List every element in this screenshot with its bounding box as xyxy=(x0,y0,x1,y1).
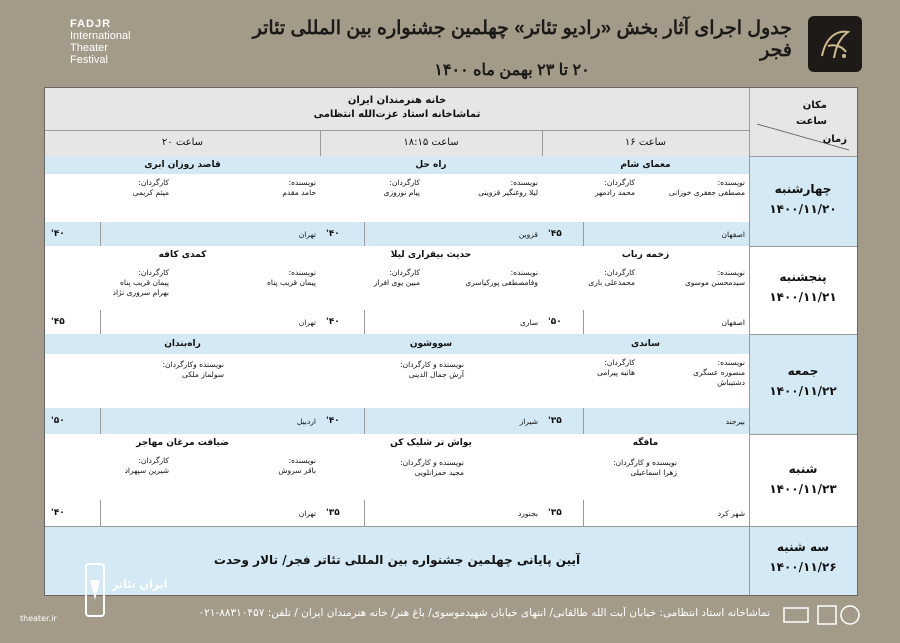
credit-label: نویسنده و کارگردان: xyxy=(400,458,464,467)
day-cell-3 xyxy=(749,334,857,434)
page-title xyxy=(232,18,792,80)
city-divider xyxy=(583,310,584,334)
show-credits xyxy=(320,264,542,310)
city-divider xyxy=(100,500,101,526)
writer-label: نویسنده: xyxy=(717,178,745,187)
day-name: سه شنبه xyxy=(776,540,830,554)
show-title: یواش تر شلیک کن xyxy=(320,434,542,452)
divider xyxy=(45,130,749,131)
show-credits xyxy=(45,264,320,310)
director-name: محمد رادمهر xyxy=(594,188,635,197)
day-name: پنجشنبه xyxy=(779,270,827,284)
schedule-table xyxy=(44,87,858,596)
closing-text: آیین پایانی چهلمین جشنواره بین المللی تئاتر فجر/ تالار وحدت xyxy=(213,553,581,567)
slot-label: ساعت ۱۶ xyxy=(624,137,667,148)
director-name-2: بهرام سروری نژاد xyxy=(112,288,169,297)
show-title: زخمه رباب xyxy=(542,246,749,264)
city: تهران xyxy=(298,509,316,518)
duration: ۴۰' xyxy=(326,416,340,426)
corner-cell xyxy=(749,88,857,156)
duration: ۴۵' xyxy=(51,317,65,327)
show-title: مافگه xyxy=(542,434,749,452)
director-label: کارگردان: xyxy=(604,178,635,187)
writer-name: حامد مقدم xyxy=(282,188,316,197)
credit-name: آرش جمال الدینی xyxy=(408,370,464,379)
day-date: ۱۴۰۰/۱۱/۲۶ xyxy=(769,560,837,574)
iran-theater-label: ایران تئاتر xyxy=(112,578,168,591)
city: اصفهان xyxy=(721,230,745,239)
slot-header-3 xyxy=(45,130,320,156)
writer-name: مصطفی جعفری خوزانی xyxy=(668,188,745,197)
writer-label: نویسنده: xyxy=(717,358,745,367)
writer-label: نویسنده: xyxy=(510,178,538,187)
corner-place: مکان xyxy=(802,100,827,111)
festival-brand xyxy=(70,18,131,66)
director-label: کارگردان: xyxy=(389,268,420,277)
show-city-duration xyxy=(542,310,749,334)
duration: ۴۰' xyxy=(51,229,65,239)
city: تهران xyxy=(298,230,316,239)
director-name: محمدعلی باری xyxy=(588,278,635,287)
duration: ۳۵' xyxy=(326,508,340,518)
director-name: شیرین سپهراد xyxy=(124,466,169,475)
show-title: قاصد روزان ابری xyxy=(45,156,320,174)
duration: ۴۰' xyxy=(326,229,340,239)
city: شهر کرد xyxy=(717,509,745,518)
brand-line-1: FADJR xyxy=(70,18,112,30)
iran-theater-logo-icon xyxy=(78,560,112,620)
show-city-duration xyxy=(320,222,542,246)
show-credits xyxy=(542,264,749,310)
title-line-1: جدول اجرای آثار بخش «رادیو تئاتر» چهلمین جشنواره بین المللی تئاتر فجر xyxy=(252,18,792,61)
day-name: شنبه xyxy=(788,462,818,476)
show-title: حدیث بیقراری لیلا xyxy=(320,246,542,264)
writer-name: لیلا روغنگیر قزوینی xyxy=(478,188,538,197)
city: بجنورد xyxy=(517,509,538,518)
writer-name: پیمان قریب پناه xyxy=(267,278,316,287)
day-cell-4 xyxy=(749,434,857,526)
writer-label: نویسنده: xyxy=(717,268,745,277)
show-title: سووشون xyxy=(320,334,542,354)
show-city-duration xyxy=(320,500,542,526)
duration: ۳۵' xyxy=(548,416,562,426)
writer-name: وفامصطفی پورکیاسری xyxy=(465,278,538,287)
show-credits xyxy=(542,452,749,500)
director-label: کارگردان: xyxy=(138,268,169,277)
festival-logo-icon xyxy=(808,16,862,72)
writer-label: نویسنده: xyxy=(288,456,316,465)
show-title: ضیافت مرغان مهاجر xyxy=(45,434,320,452)
footer-address: تماشاخانه استاد انتظامی: خیابان آیت الله طالقانی/ انتهای خیابان شهیدموسوی/ باغ هنر/ خانه هنرمندان ایران / تلفن: ۸۸۳۱۰۴۵۷-۰۲۱ xyxy=(198,607,770,619)
sponsor-logos-icon xyxy=(780,600,860,630)
city-divider xyxy=(364,222,365,246)
writer-name-2: دشتیباش xyxy=(717,378,745,387)
duration: ۴۵' xyxy=(548,229,562,239)
duration: ۵۰' xyxy=(51,416,65,426)
brand-line-3: Theater xyxy=(70,42,108,54)
show-city-duration xyxy=(542,408,749,434)
city: قزوین xyxy=(518,230,538,239)
city: اصفهان xyxy=(721,318,745,327)
slot-label: ساعت ۲۰ xyxy=(161,137,204,148)
day-name: چهارشنبه xyxy=(774,182,832,196)
site-url: theater.ir xyxy=(20,614,57,623)
duration: ۵۰' xyxy=(548,317,562,327)
writer-name: سیدمحسن موسوی xyxy=(684,278,745,287)
city-divider xyxy=(100,310,101,334)
city-divider xyxy=(364,408,365,434)
divider xyxy=(749,88,750,595)
duration: ۴۰' xyxy=(51,508,65,518)
director-name: مبین یوی افراز xyxy=(373,278,420,287)
show-city-duration xyxy=(320,310,542,334)
show-title: راه حل xyxy=(320,156,542,174)
credit-name: مجید حمزانلویی xyxy=(414,468,464,477)
writer-name: منصوره عسگری xyxy=(693,368,745,377)
credit-label: نویسنده و کارگردان: xyxy=(400,360,464,369)
show-city-duration xyxy=(542,500,749,526)
day-cell-5 xyxy=(749,526,857,595)
director-label: کارگردان: xyxy=(138,178,169,187)
director-label: کارگردان: xyxy=(138,456,169,465)
credit-name: زهرا اسماعیلی xyxy=(630,468,677,477)
show-credits xyxy=(542,354,749,408)
day-date: ۱۴۰۰/۱۱/۲۳ xyxy=(769,482,837,496)
day-date: ۱۴۰۰/۱۱/۲۰ xyxy=(769,202,837,216)
city: بیرجند xyxy=(725,417,745,426)
title-line-2: ۲۰ تا ۲۳ بهمن ماه ۱۴۰۰ xyxy=(434,62,590,79)
corner-time: ساعت xyxy=(795,116,827,127)
day-date: ۱۴۰۰/۱۱/۲۲ xyxy=(769,384,837,398)
show-credits xyxy=(320,174,542,222)
slot-label: ساعت ۱۸:۱۵ xyxy=(403,137,459,148)
city-divider xyxy=(364,500,365,526)
city-divider xyxy=(583,222,584,246)
show-title: راه‌بندان xyxy=(45,334,320,354)
director-label: کارگردان: xyxy=(604,268,635,277)
city: تهران xyxy=(298,318,316,327)
day-cell-1 xyxy=(749,156,857,246)
show-credits xyxy=(542,174,749,222)
show-city-duration xyxy=(45,310,320,334)
show-city-duration xyxy=(45,408,320,434)
show-title: ساندی xyxy=(542,334,749,354)
credit-label: نویسنده وکارگردان: xyxy=(162,360,224,369)
brand-line-2: International xyxy=(70,30,131,42)
writer-name: باقر سروش xyxy=(278,466,316,475)
show-credits xyxy=(45,452,320,500)
show-city-duration xyxy=(542,222,749,246)
show-credits xyxy=(45,354,320,408)
venue-hall: تماشاخانه استاد عزت‌الله انتظامی xyxy=(313,109,481,120)
corner-day: زمان xyxy=(822,134,847,145)
writer-label: نویسنده: xyxy=(510,268,538,277)
show-title: کمدی کافه xyxy=(45,246,320,264)
show-city-duration xyxy=(45,222,320,246)
brand-line-4: Festival xyxy=(70,54,108,66)
director-name: هانیه پیرامی xyxy=(597,368,635,377)
director-name: میثم کریمی xyxy=(132,188,169,197)
city: ساری xyxy=(519,318,538,327)
city-divider xyxy=(583,408,584,434)
city: اردبیل xyxy=(296,417,316,426)
duration: ۴۰' xyxy=(326,317,340,327)
corner-diagonal xyxy=(749,88,857,156)
show-credits xyxy=(45,174,320,222)
city-divider xyxy=(100,222,101,246)
writer-label: نویسنده: xyxy=(288,178,316,187)
show-title: معمای شام xyxy=(542,156,749,174)
credit-label: نویسنده و کارگردان: xyxy=(613,458,677,467)
venue-name: خانه هنرمندان ایران xyxy=(347,95,447,106)
day-date: ۱۴۰۰/۱۱/۲۱ xyxy=(769,290,837,304)
divider xyxy=(45,526,857,527)
director-label: کارگردان: xyxy=(389,178,420,187)
director-name: پیام نوروزی xyxy=(383,188,420,197)
city-divider xyxy=(583,500,584,526)
director-name: پیمان قریب پناه xyxy=(120,278,169,287)
city: شیراز xyxy=(519,417,538,426)
city-divider xyxy=(364,310,365,334)
duration: ۳۵' xyxy=(548,508,562,518)
city-divider xyxy=(100,408,101,434)
day-name: جمعه xyxy=(787,364,819,378)
slot-header-2 xyxy=(320,130,542,156)
writer-label: نویسنده: xyxy=(288,268,316,277)
director-label: کارگردان: xyxy=(604,358,635,367)
show-city-duration xyxy=(45,500,320,526)
show-credits xyxy=(320,354,542,408)
slot-header-1 xyxy=(542,130,749,156)
day-cell-2 xyxy=(749,246,857,334)
venue-header xyxy=(45,88,749,130)
show-credits xyxy=(320,452,542,500)
credit-name: سولماز ملکی xyxy=(182,370,224,379)
show-city-duration xyxy=(320,408,542,434)
